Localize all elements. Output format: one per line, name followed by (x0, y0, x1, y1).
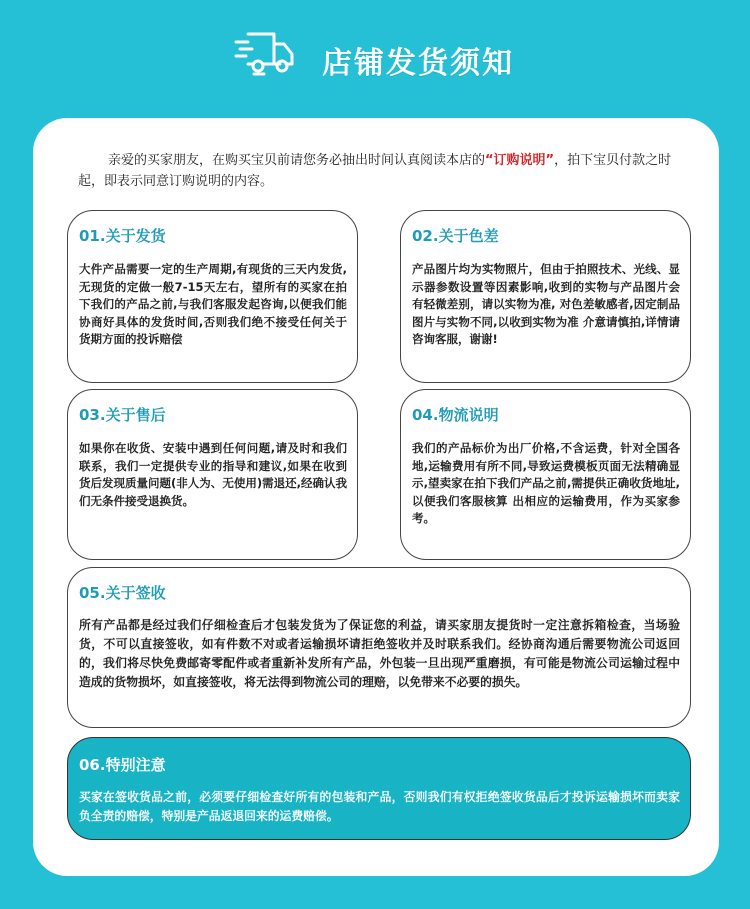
intro-paragraph (78, 150, 688, 192)
section-body: 买家在签收货品之前，必须要仔细检查好所有的包装和产品，否则我们有权拒绝签收货品后才投诉运输损坏而卖家负全责的赔偿，特别是产品返退回来的运费赔偿。 (79, 790, 680, 823)
section-body: 如果你在收货、安装中遇到任何问题,请及时和我们联系，我们一定提供专业的指导和建议,如果在收到货后发现质量问题(非人为、无使用)需退还,经确认我们无条件接受退换货。 (79, 441, 347, 508)
section-title: 01.关于发货 (79, 227, 166, 245)
section-special-notice (67, 737, 691, 840)
section-body: 我们的产品标价为出厂价格,不含运费，针对全国各地,运输费用有所不同,导致运费模板页面无法精确显示,望卖家在拍下我们产品之前,需提供正确收货地址,以便我们客服核算 出相应的运输费用，作为买家参考。 (412, 441, 680, 525)
page-title: 店铺发货须知 (322, 46, 514, 81)
section-title: 05.关于签收 (79, 584, 166, 602)
section-shipping (67, 210, 358, 383)
intro-text-after: ，拍下宝贝付款之时起，即表示同意订购说明的内容。 (78, 153, 672, 189)
section-body: 产品图片均为实物照片，但由于拍照技术、光线、显示器参数设置等因素影响,收到的实物与产品图片会有轻微差别，请以实物为准, 对色差敏感者,因定制品图片与实物不同,以收到实物为准 介意请慎拍,详情请咨询客服，谢谢! (412, 262, 680, 346)
section-color-difference (400, 210, 691, 383)
section-logistics (400, 389, 691, 560)
header-banner (0, 0, 750, 118)
section-title: 06.特别注意 (79, 756, 166, 774)
section-title: 03.关于售后 (79, 406, 166, 424)
section-body: 大件产品需要一定的生产周期,有现货的三天内发货,无现货的定做一般7-15天左右，望所有的买家在拍下我们的产品之前,与我们客服发起咨询,以便我们能协商好具体的发货时间,否则我们绝不接受任何关于货期方面的投诉赔偿 (79, 262, 347, 346)
intro-text-before: 亲爱的买家朋友，在购买宝贝前请您务必抽出时间认真阅读本店的 (108, 153, 486, 168)
section-title: 04.物流说明 (412, 406, 499, 424)
section-title: 02.关于色差 (412, 227, 499, 245)
section-after-sales (67, 389, 358, 560)
intro-highlight: “订购说明” (485, 153, 555, 168)
section-receipt (67, 567, 691, 728)
section-body: 所有产品都是经过我们仔细检查后才包装发货为了保证您的利益，请买家朋友提货时一定注意拆箱检查，当场验货，不可以直接签收，如有件数不对或者运输损坏请拒绝签收并及时联系我们。经协商沟通后需要物流公司返回的，我们将尽快免费邮寄零配件或者重新补发所有产品，外包装一旦出现严重磨损，有可能是物流公司运输过程中造成的货物损坏，如直接签收，将无法得到物流公司的理赔，以免带来不必要的损失。 (79, 618, 680, 689)
delivery-truck-icon (234, 28, 298, 80)
